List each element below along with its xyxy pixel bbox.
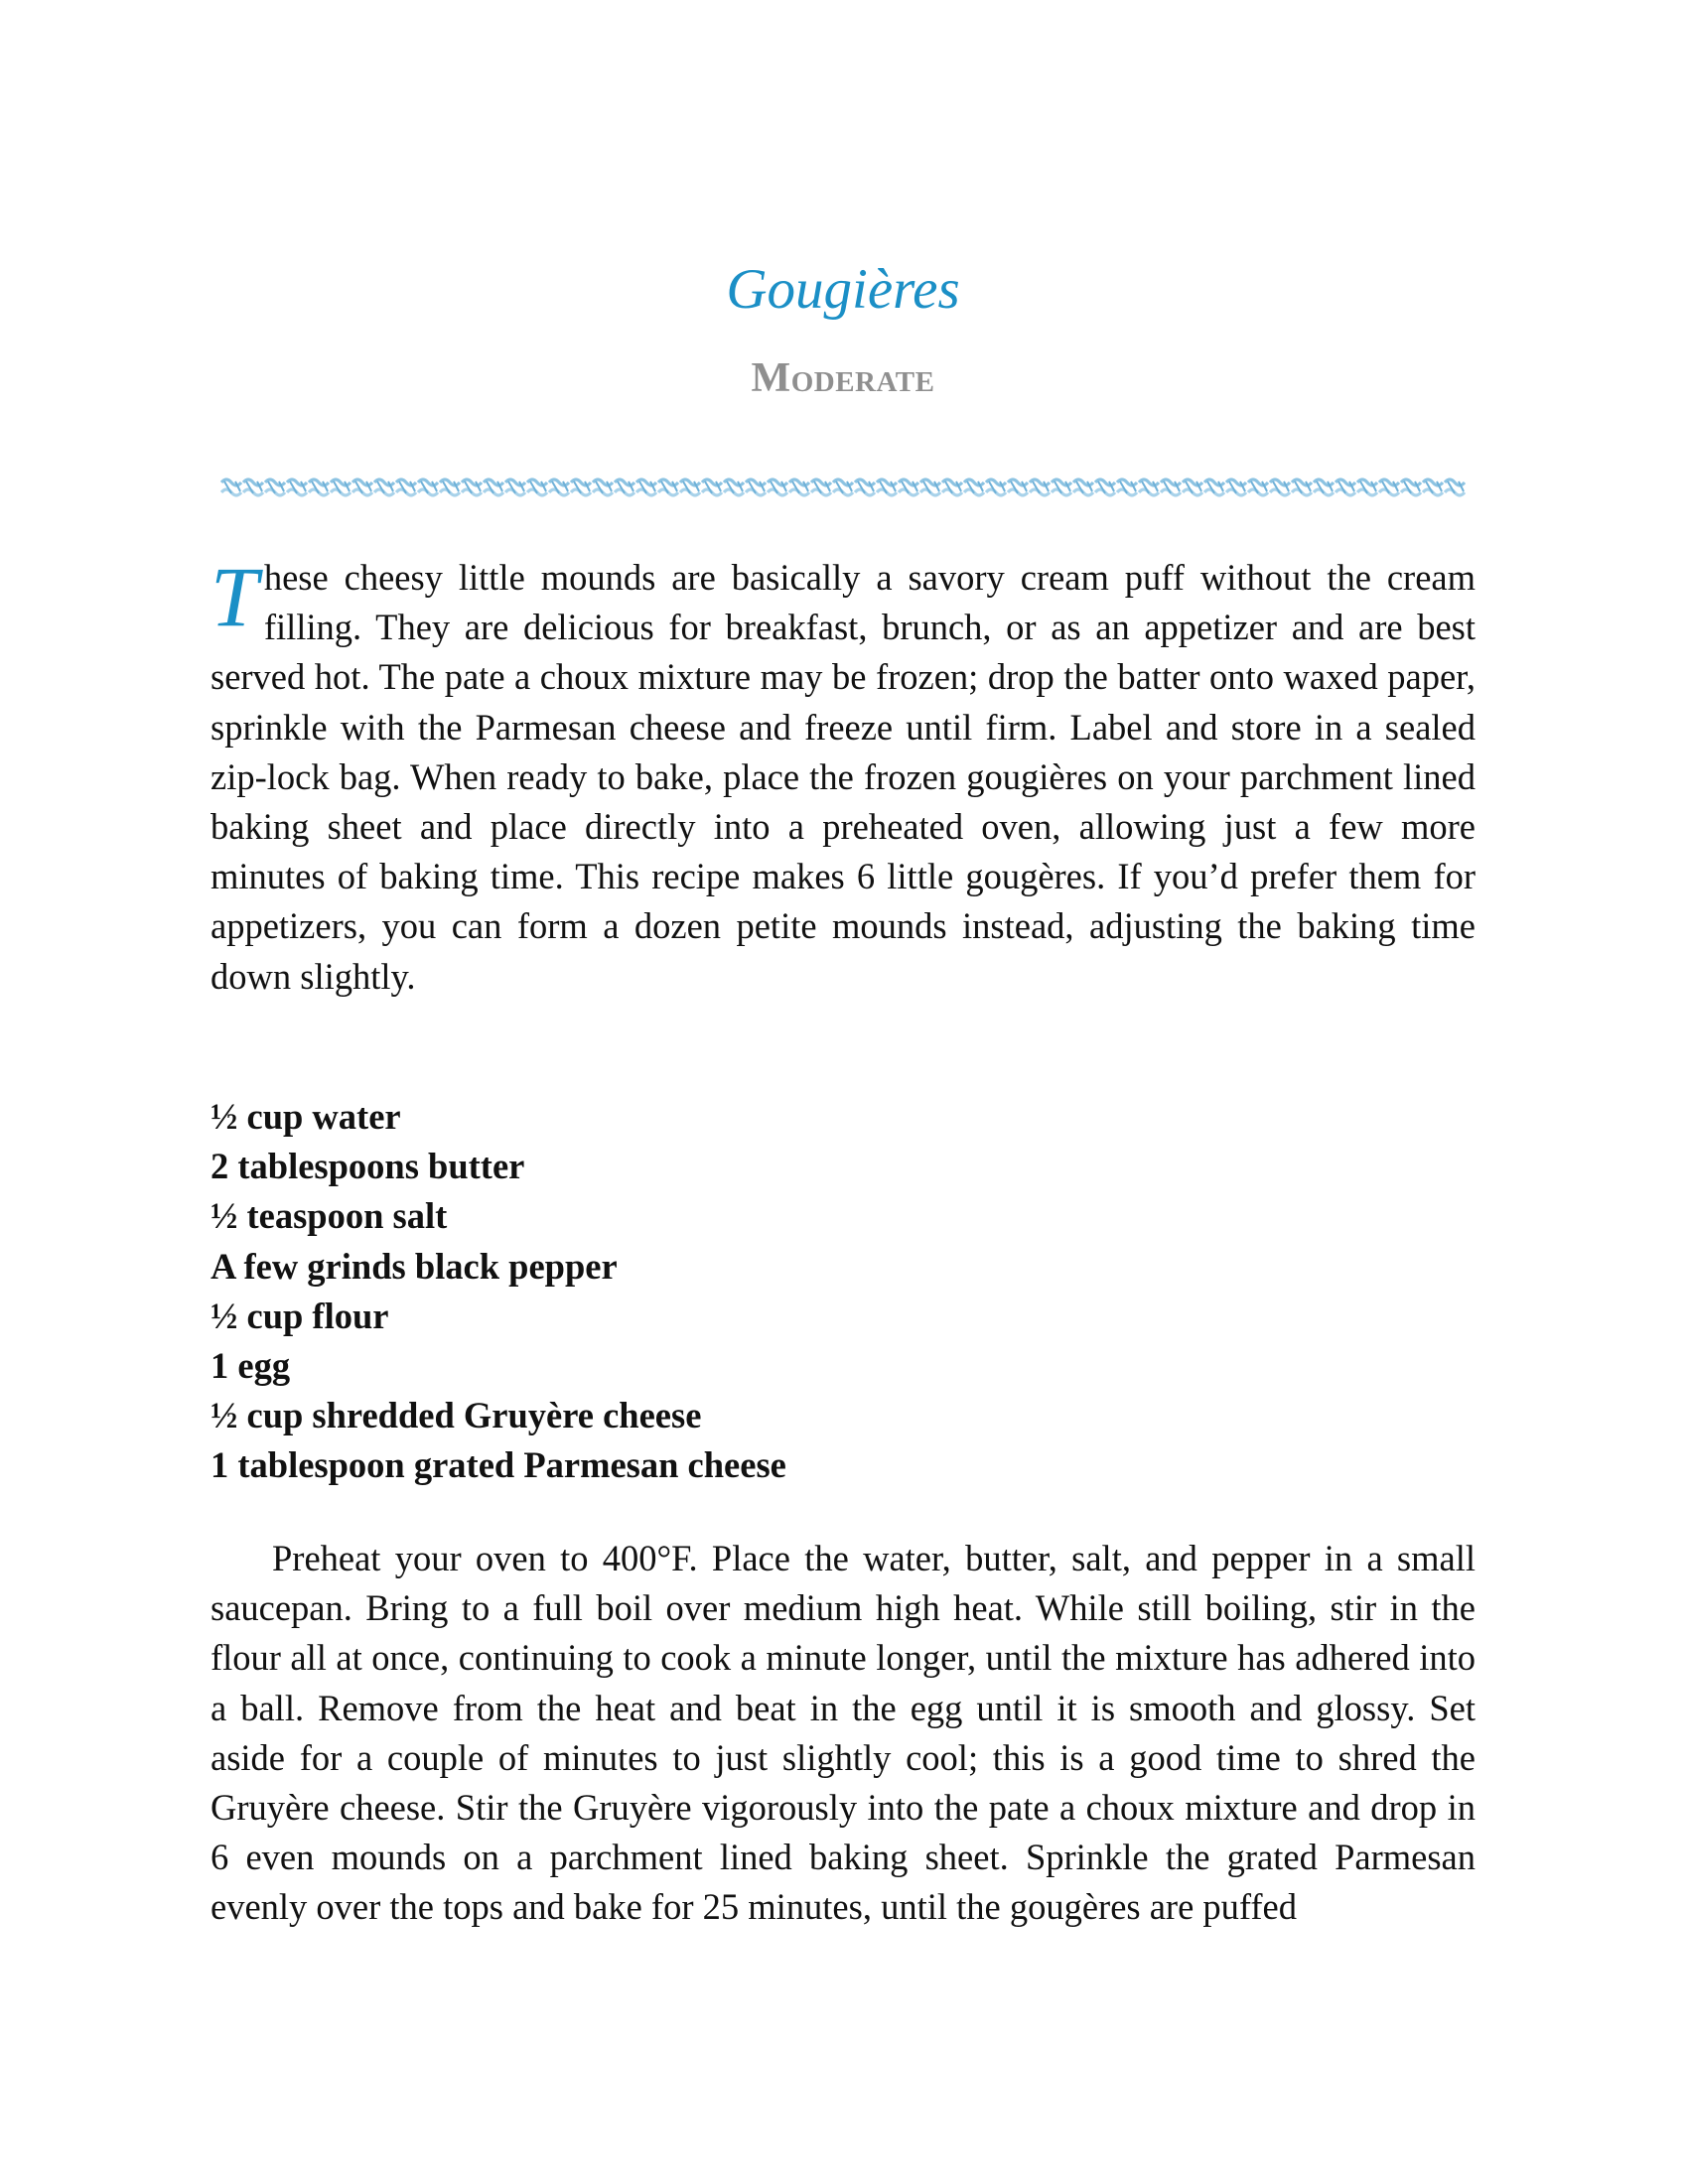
drop-cap: T: [211, 549, 258, 644]
recipe-method: Preheat your oven to 400°F. Place the water, butter, salt, and pepper in a small saucepan. Bring to a full boil over medium high heat. While still boiling, stir in the flour all at once, continuing to cook a minute longer, until the mixture has adhered into a ball. Remove from the heat and beat in the egg until it is smooth and glossy. Set aside for a couple of minutes to just slightly cool; this is a good time to shred the Gruyère cheese. Stir the Gruyère vigorously into the pate a choux mixture and drop in 6 even mounds on a parchment lined baking sheet. Sprinkle the grated Parmesan evenly over the tops and bake for 25 minutes, until the gougères are puffed: [211, 1538, 1476, 1928]
ingredient-item: A few grinds black pepper: [211, 1245, 618, 1287]
ingredient-item: 2 tablespoons butter: [211, 1146, 525, 1187]
recipe-intro: [211, 549, 1476, 1002]
ingredient-item: 1 egg: [211, 1345, 291, 1387]
ingredient-item: ½ cup shredded Gruyère cheese: [211, 1395, 702, 1436]
ingredient-item: ½ cup water: [211, 1096, 401, 1137]
ingredient-item: ½ teaspoon salt: [211, 1195, 448, 1237]
difficulty-label: Moderate: [751, 355, 935, 401]
intro-text: hese cheesy little mounds are basically a savory cream puff without the cream filling. They are delicious for breakfast, brunch, or as an appetizer and are best served hot. The pate a choux mixture may be frozen; drop the batter onto waxed paper, sprinkle with the Parmesan cheese and freeze until firm. Label and store in a sealed zip-lock bag. When ready to bake, place the frozen gougières on your parchment lined baking sheet and place directly into a preheated oven, allowing just a few more minutes of baking time. This recipe makes 6 little gougères. If you’d prefer them for appetizers, you can form a dozen petite mounds instead, adjusting the baking time down slightly.: [211, 557, 1476, 997]
ornamental-divider: [220, 475, 1466, 500]
ingredient-item: ½ cup flour: [211, 1295, 389, 1336]
ingredient-item: 1 tablespoon grated Parmesan cheese: [211, 1444, 786, 1486]
recipe-title: Gougières: [726, 258, 960, 321]
ingredient-list: [211, 1092, 1476, 1491]
